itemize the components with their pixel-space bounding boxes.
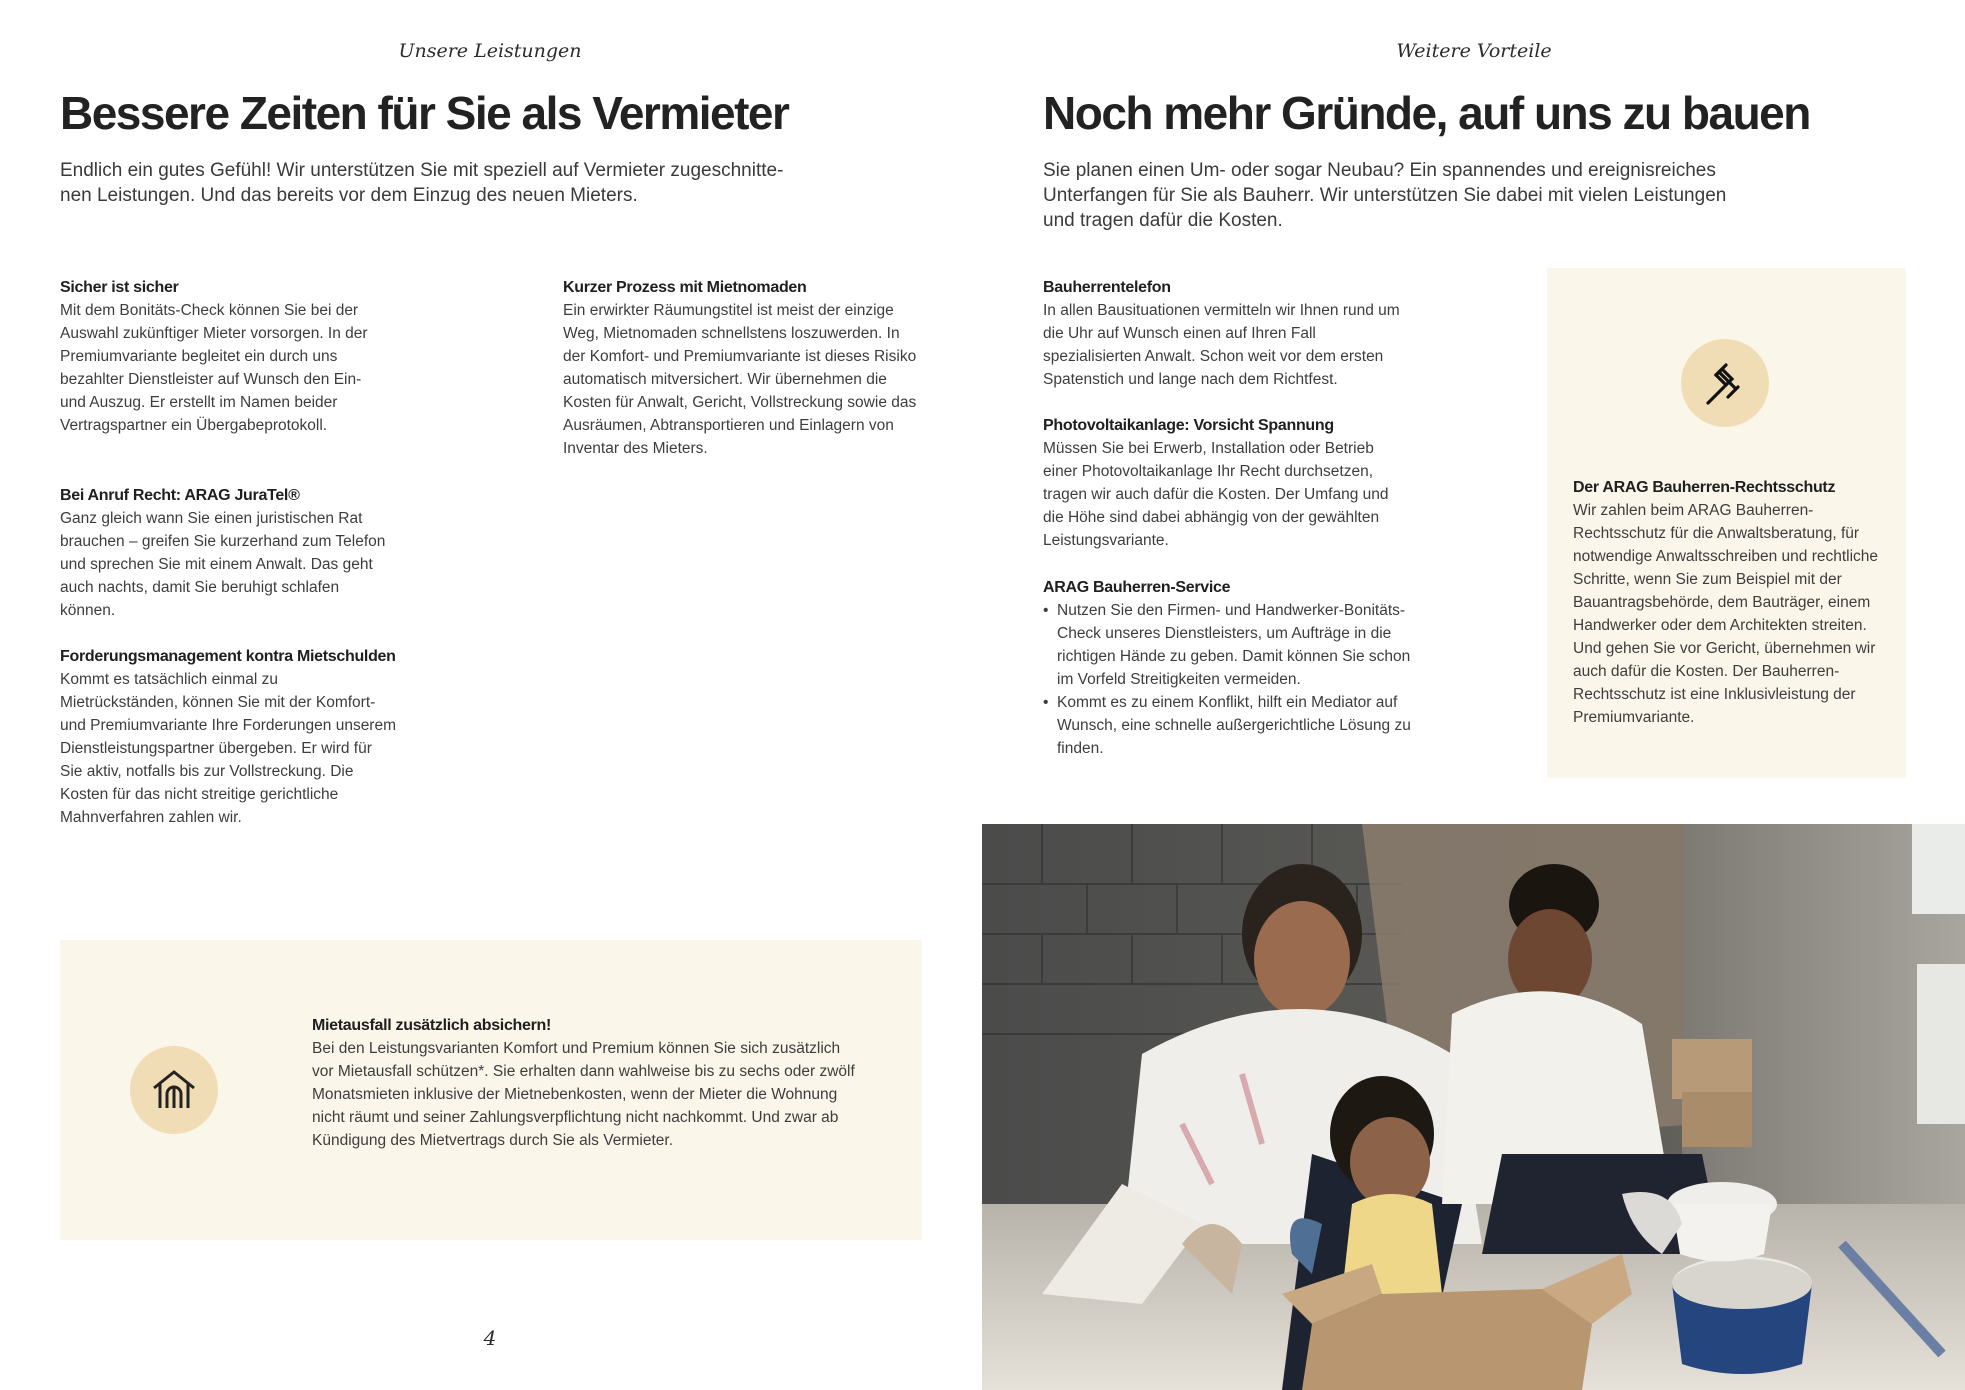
left-headline: Bessere Zeiten für Sie als Vermieter (60, 87, 789, 139)
block-text: Mit dem Bonitäts-Check können Sie bei der Auswahl zukünftiger Mieter vorsorgen. In der Premiumvariante begleitet ein durch uns bezahlter Dienstleister auf Wunsch den Ein- und Auszug. Er erstellt im Namen beider Vertragspartner ein Übergabeprotokoll. (60, 302, 368, 434)
block-title: Bei Anruf Recht: ARAG JuraTel® (60, 487, 300, 504)
gavel-icon (1681, 339, 1769, 427)
list-item: • Nutzen Sie den Firmen- und Handwerker-Bonitäts-Check unseres Dienstleisters, um Aufträge in die richtigen Hände zu geben. Damit können Sie schon im Vorfeld Streitigkeiten vermeiden. (1057, 599, 1413, 691)
block-text: Müssen Sie bei Erwerb, Installation oder Betrieb einer Photovoltaikanlage Ihr Recht durchsetzen, tragen wir auch dafür die Kosten. Der Umfang und die Höhe sind dabei abhängig von der gewählten Leistungsvariante. (1043, 440, 1389, 549)
block-sicher-ist-sicher (60, 276, 390, 437)
mietausfall-content (312, 1014, 857, 1152)
block-text: Ein erwirkter Räumungstitel ist meist der einzige Weg, Mietnomaden schnellstens loszuwerden. In der Komfort- und Premiumvariante ist dieses Risiko automatisch mitversichert. Wir übernehmen die Kosten für Anwalt, Gericht, Vollstreckung sowie das Ausräumen, Abtransportieren und Einlagern von Inventar des Mieters. (563, 302, 917, 457)
right-headline: Noch mehr Gründe, auf uns zu bauen (1043, 87, 1810, 139)
left-intro: Endlich ein gutes Gefühl! Wir unterstützen Sie mit speziell auf Vermieter zugeschnitte-nen Leistungen. Und das bereits vor dem Einzug des neuen Mieters. (60, 160, 784, 206)
block-juratel (60, 484, 390, 622)
box-text: Wir zahlen beim ARAG Bauherren-Rechtsschutz für die Anwaltsberatung, für notwendige Anwaltsschreiben und rechtliche Schritte, wenn Sie zum Beispiel mit der Bauantragsbehörde, dem Bauträger, einem Handwerker oder dem Architekten streiten. Und gehen Sie vor Gericht, übernehmen wir auch dafür die Kosten. Der Bauherren-Rechtsschutz ist eine Inklusivleistung der Premiumvariante. (1573, 502, 1879, 726)
block-bauherrentelefon (1043, 276, 1408, 391)
right-intro: Sie planen einen Um- oder sogar Neubau? Ein spannendes und ereignisreiches Unterfangen für Sie als Bauherr. Wir unterstützen Sie dabei mit vielen Leistungen und tragen dafür die Kosten. (1043, 160, 1727, 231)
mietausfall-box (60, 940, 922, 1240)
bauherren-rechtsschutz-box (1547, 268, 1906, 778)
block-title: Forderungsmanagement kontra Mietschulden (60, 648, 396, 665)
bullet-list (1043, 599, 1413, 760)
rechtsschutz-content (1573, 476, 1893, 729)
block-forderungsmanagement (60, 645, 398, 829)
box-title: Mietausfall zusätzlich absichern! (312, 1017, 552, 1034)
block-text: Kommt es tatsächlich einmal zu Mietrückständen, können Sie mit der Komfort- und Premiumvariante Ihre Forderungen unserem Dienstleistungspartner übergeben. Er wird für Sie aktiv, notfalls bis zur Vollstreckung. Die Kosten für das nicht streitige gerichtliche Mahnverfahren zahlen wir. (60, 671, 397, 826)
block-title: ARAG Bauherren-Service (1043, 579, 1231, 596)
family-renovation-photo (982, 824, 1965, 1390)
list-item: • Kommt es zu einem Konflikt, hilft ein Mediator auf Wunsch, eine schnelle außergerichtliche Lösung zu finden. (1057, 691, 1413, 760)
block-bauherren-service (1043, 576, 1413, 760)
block-text: In allen Bausituationen vermitteln wir Ihnen rund um die Uhr auf Wunsch einen auf Ihren Fall spezialisierten Anwalt. Schon weit vor dem ersten Spatenstich und lange nach dem Richtfest. (1043, 302, 1400, 388)
block-title: Kurzer Prozess mit Mietnomaden (563, 279, 807, 296)
box-text: Bei den Leistungsvarianten Komfort und Premium können Sie sich zusätzlich vor Mietausfall schützen*. Sie erhalten dann wahlweise bis zu sechs oder zwölf Monatsmieten inklusive der Mietnebenkosten, wenn der Mieter die Wohnung nicht räumt und seiner Zahlungsverpflichtung nicht nachkommt. Und zwar ab Kündigung des Mietvertrags durch Sie als Vermieter. (312, 1040, 855, 1149)
left-section-kicker: Unsere Leistungen (398, 40, 582, 62)
block-title: Bauherrentelefon (1043, 279, 1171, 296)
page-number: 4 (483, 1326, 497, 1350)
box-title: Der ARAG Bauherren-Rechtsschutz (1573, 479, 1836, 496)
block-title: Sicher ist sicher (60, 279, 179, 296)
right-section-kicker: Weitere Vorteile (1396, 40, 1552, 62)
block-text: Ganz gleich wann Sie einen juristischen Rat brauchen – greifen Sie kurzerhand zum Telefon und sprechen Sie mit einem Anwalt. Das geht auch nachts, damit Sie beruhigt schlafen können. (60, 510, 386, 619)
block-photovoltaik (1043, 414, 1403, 552)
block-title: Photovoltaikanlage: Vorsicht Spannung (1043, 417, 1334, 434)
house-icon (130, 1046, 218, 1134)
block-mietnomaden (563, 276, 918, 460)
